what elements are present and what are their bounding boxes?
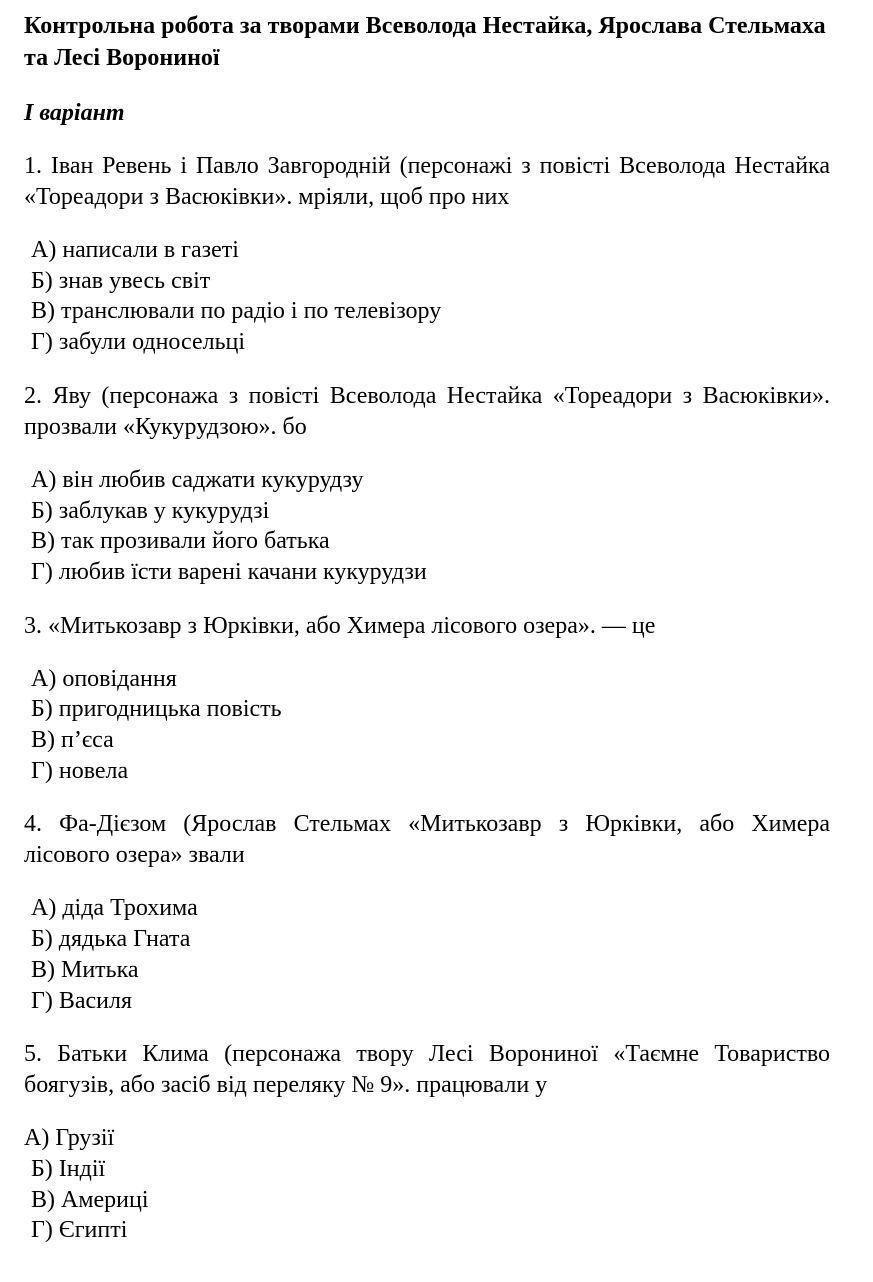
option-d: Г) Василя: [31, 987, 133, 1014]
option-a: А) оповідання: [31, 665, 177, 692]
option-a: А) діда Трохима: [31, 895, 198, 922]
question-1: [24, 151, 830, 358]
question-4-text: 4. Фа-Дієзом (Ярослав Стельмах «Митькозавр з Юрківки, або Химера лісового озера» звали: [24, 811, 830, 869]
option-d: Г) забули односельці: [31, 329, 246, 356]
option-b: Б) знав увесь світ: [31, 267, 211, 294]
option-c: В) Митька: [31, 956, 139, 983]
question-5: [24, 1039, 830, 1246]
option-b: Б) дядька Гната: [31, 926, 191, 953]
question-4-options: [24, 893, 830, 1016]
question-4: [24, 809, 830, 1016]
option-a: А) Грузії: [24, 1125, 115, 1152]
option-a: А) він любив саджати кукурудзу: [31, 466, 364, 493]
question-5-text: 5. Батьки Клима (персонажа твору Лесі Ворониної «Таємне Товариство боягузів, або засіб від переляку № 9». працювали у: [24, 1041, 830, 1099]
question-1-text: 1. Іван Ревень і Павло Завгородній (персонажі з повісті Всеволода Нестайка «Тореадори з Васюківки». мріяли, щоб про них: [24, 153, 830, 210]
option-c: В) Америці: [31, 1186, 149, 1213]
option-d: Г) новела: [31, 757, 129, 784]
question-1-options: [24, 235, 830, 358]
document-title: Контрольна робота за творами Всеволода Нестайка, Ярослава Стельмаха та Лесі Ворониної: [24, 13, 826, 71]
option-d: Г) любив їсти варені качани кукурудзи: [31, 558, 427, 585]
option-c: В) транслювали по радіо і по телевізору: [31, 298, 442, 325]
question-2-options: [24, 465, 830, 588]
question-3-options: [24, 664, 830, 787]
question-5-options: [24, 1123, 830, 1246]
option-c: В) п’єса: [31, 727, 114, 754]
variant-heading: І варіант: [24, 100, 125, 126]
option-b: Б) пригодницька повість: [31, 696, 282, 723]
option-a: А) написали в газеті: [31, 237, 239, 263]
document-page: [24, 10, 830, 1246]
option-d: Г) Єгипті: [31, 1217, 128, 1244]
option-b: Б) Індії: [31, 1155, 106, 1182]
question-2-text: 2. Яву (персонажа з повісті Всеволода Нестайка «Тореадори з Васюківки». прозвали «Кукурудзою». бо: [24, 382, 830, 440]
question-2: [24, 381, 830, 588]
option-c: В) так прозивали його батька: [31, 528, 330, 555]
question-3: [24, 611, 830, 787]
option-b: Б) заблукав у кукурудзі: [31, 497, 270, 524]
question-3-text: 3. «Митькозавр з Юрківки, або Химера лісового озера». — це: [24, 612, 656, 639]
